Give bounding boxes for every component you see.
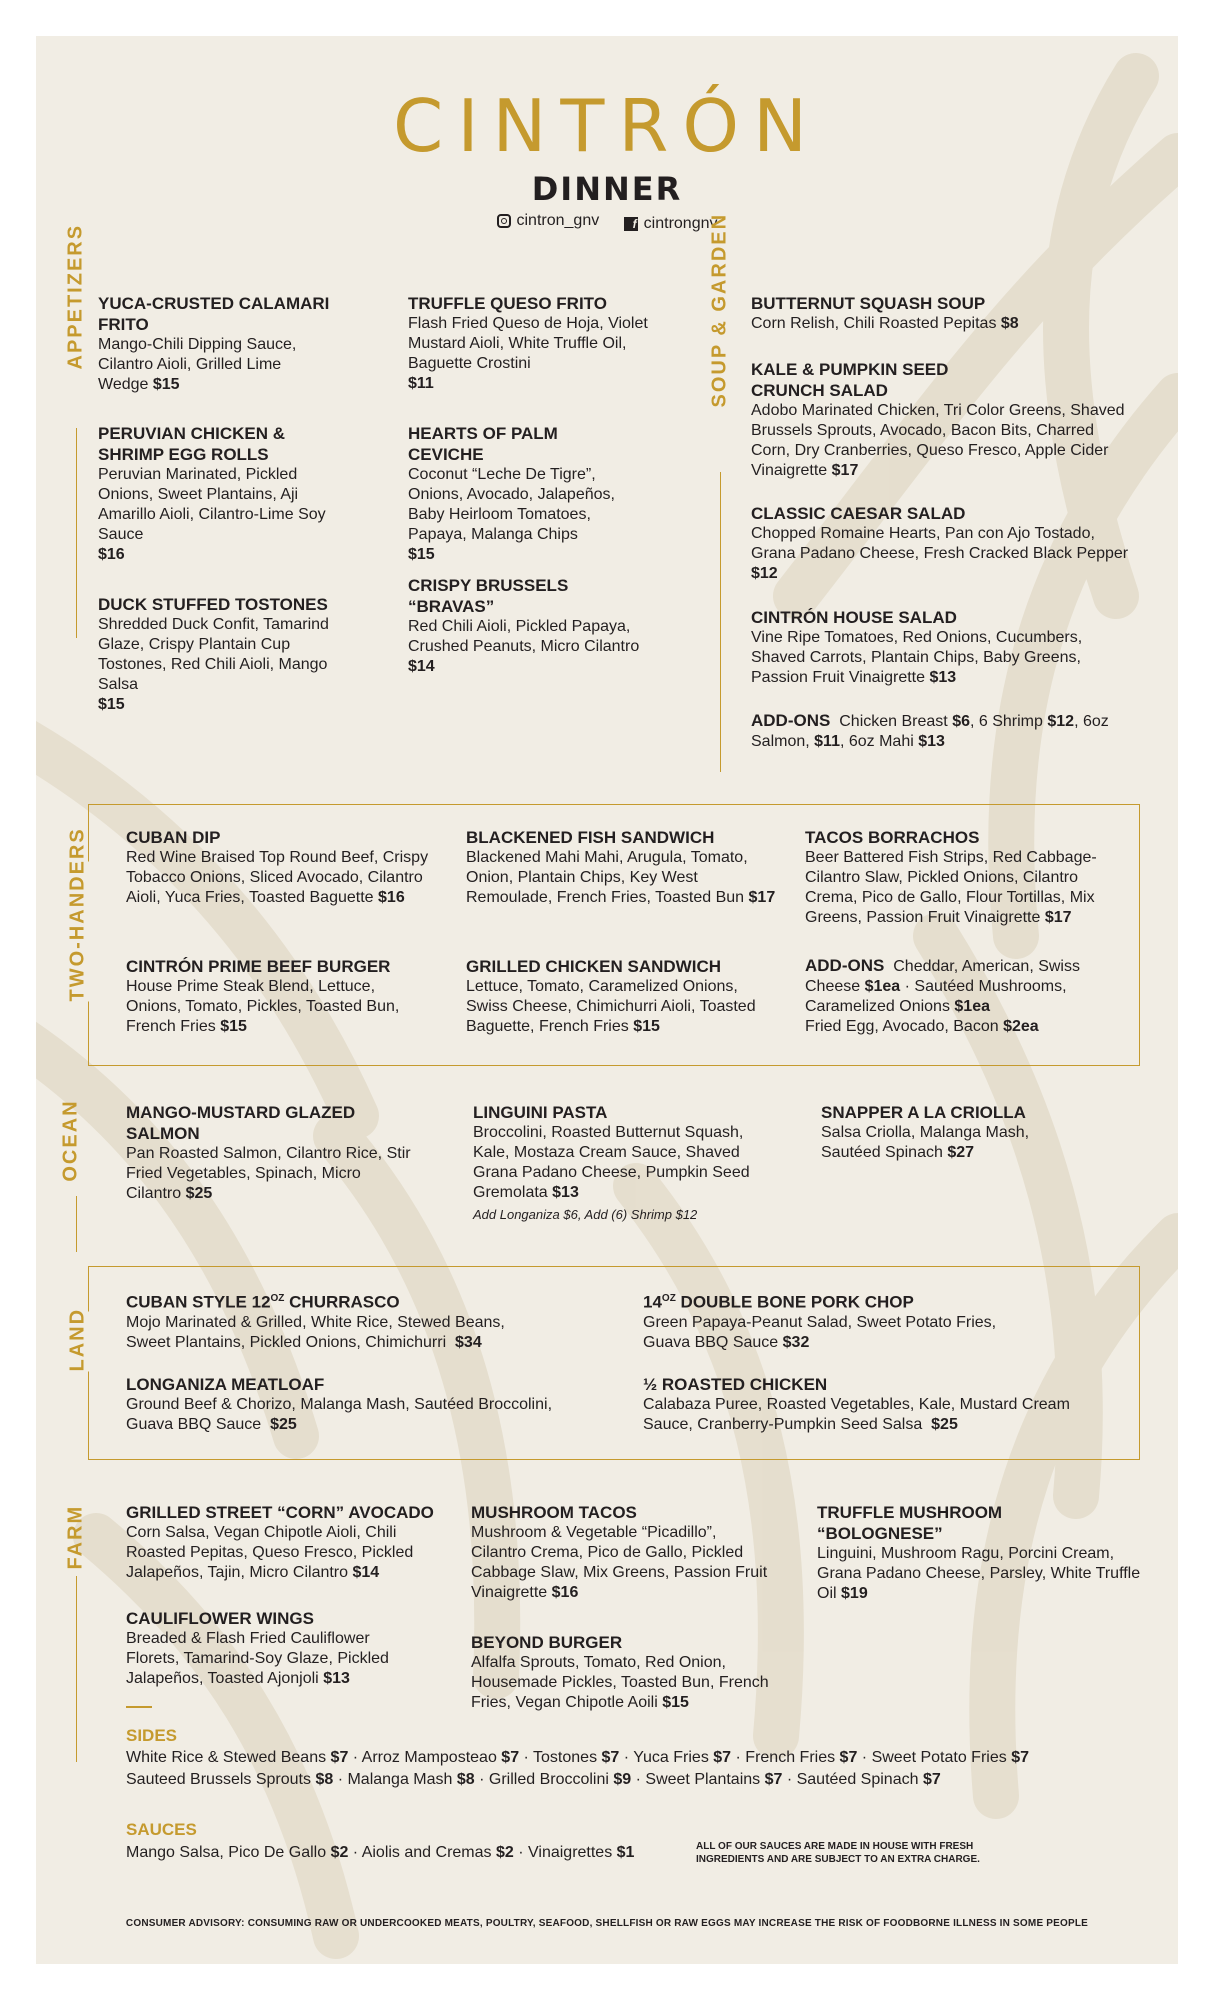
section-label-ocean: OCEAN	[59, 1099, 82, 1182]
item-description-text: Calabaza Puree, Roasted Vegetables, Kale, Mustard Cream Sauce, Cranberry-Pumpkin Seed Salsa	[643, 1396, 1070, 1433]
item-name: TRUFFLE MUSHROOM “BOLOGNESE”	[817, 1503, 1003, 1543]
side-name: · Yuca Fries	[619, 1749, 709, 1766]
menu-title: DINNER	[531, 170, 683, 208]
item-price: $34	[455, 1333, 482, 1351]
menu-item	[471, 1502, 771, 1603]
item-description	[751, 628, 1136, 688]
sauce-price: $2	[495, 1844, 514, 1861]
sauce-price: $2	[330, 1844, 349, 1861]
item-description-text: Mango-Chili Dipping Sauce, Cilantro Aioli, Grilled Lime Wedge	[98, 336, 297, 393]
item-description	[126, 848, 444, 908]
sauce-name: · Aiolis and Cremas	[348, 1844, 492, 1861]
section-rule	[76, 1576, 77, 1762]
social-handles	[36, 212, 1178, 233]
item-description-text: Shredded Duck Confit, Tamarind Glaze, Crispy Plantain Cup Tostones, Red Chili Aioli, Mango Salsa	[98, 616, 329, 693]
item-name: GRILLED STREET “CORN” AVOCADO	[126, 1503, 434, 1522]
item-price: $17	[748, 889, 776, 906]
addon-text: Chicken Breast	[839, 713, 948, 730]
item-name: CUBAN DIP	[126, 828, 221, 847]
menu-item	[126, 827, 444, 908]
menu-item	[751, 503, 1136, 584]
addon-text: Fried Egg, Avocado, Bacon	[805, 1018, 999, 1035]
side-name: · Arroz Mamposteao	[348, 1749, 497, 1766]
addon-price: $1ea	[954, 998, 990, 1015]
addon-text: , 6oz Salmon,	[751, 713, 1109, 750]
side-name: · Sautéed Spinach	[782, 1771, 919, 1788]
section-label-soup-garden: SOUP & GARDEN	[708, 212, 731, 408]
side-name: · French Fries	[731, 1749, 836, 1766]
item-description	[126, 1313, 546, 1353]
menu-item	[466, 956, 766, 1037]
facebook-handle: cintrongnv	[643, 215, 718, 232]
item-price: $8	[1000, 315, 1019, 332]
item-name: PERUVIAN CHICKEN & SHRIMP EGG ROLLS	[98, 424, 286, 464]
item-description	[408, 314, 666, 394]
menu-item	[471, 1632, 771, 1713]
section-rule	[76, 428, 77, 638]
side-name: · Malanga Mash	[333, 1771, 453, 1788]
item-name: BUTTERNUT SQUASH SOUP	[751, 294, 986, 313]
side-name: · Sweet Potato Fries	[857, 1749, 1007, 1766]
item-description-text: Red Wine Braised Top Round Beef, Crispy Tobacco Onions, Sliced Avocado, Cilantro Aioli, Yuca Fries, Toasted Baguette	[126, 849, 429, 906]
item-description-text: Linguini, Mushroom Ragu, Porcini Cream, Grana Padano Cheese, Parsley, White Truffle Oil	[817, 1545, 1141, 1602]
menu-item	[817, 1502, 1157, 1604]
item-name: TRUFFLE QUESO FRITO	[408, 294, 607, 313]
item-description-text: Mojo Marinated & Grilled, White Rice, Stewed Beans, Sweet Plantains, Pickled Onions, Chimichurri	[126, 1313, 505, 1351]
item-description	[126, 1144, 416, 1204]
item-description-text: Beer Battered Fish Strips, Red Cabbage-Cilantro Slaw, Pickled Onions, Cilantro Crema, Pico de Gallo, Flour Tortillas, Mix Greens, Passion Fruit Vinaigrette	[805, 849, 1097, 926]
side-price: $7	[713, 1749, 732, 1766]
section-label-farm: FARM	[64, 1504, 87, 1570]
item-price: $12	[751, 565, 778, 582]
addon-text: · Sautéed Mushrooms, Caramelized Onions	[805, 978, 1067, 1015]
item-description	[821, 1123, 1061, 1163]
item-description-text: Chopped Romaine Hearts, Pan con Ajo Tostado, Grana Padano Cheese, Fresh Cracked Black Pepper	[751, 525, 1129, 562]
addon-price: $2ea	[1003, 1018, 1039, 1035]
menu-item	[126, 1374, 586, 1435]
menu-item	[98, 423, 328, 565]
addon-price: $12	[1047, 713, 1075, 730]
item-description	[643, 1313, 1043, 1353]
item-price: $13	[323, 1670, 350, 1687]
menu-item	[98, 293, 330, 395]
side-name: White Rice & Stewed Beans	[126, 1749, 327, 1766]
menu-item	[126, 1502, 441, 1583]
menu-item	[643, 1374, 1103, 1435]
item-description-text: Red Chili Aioli, Pickled Papaya, Crushed Peanuts, Micro Cilantro	[408, 618, 640, 655]
item-price: $25	[185, 1185, 213, 1202]
item-name: ½ ROASTED CHICKEN	[643, 1375, 828, 1394]
item-description-text: Blackened Mahi Mahi, Arugula, Tomato, Onion, Plantain Chips, Key West Remoulade, French Fries, Toasted Bun	[466, 849, 748, 906]
item-description-text: Breaded & Flash Fried Cauliflower Florets, Tamarind-Soy Glaze, Pickled Jalapeños, Toasted Ajonjoli	[126, 1630, 389, 1687]
side-price: $7	[1011, 1749, 1029, 1766]
item-description	[408, 465, 638, 565]
item-description	[471, 1653, 771, 1713]
sauces-line	[126, 1842, 634, 1863]
menu-item	[126, 1288, 546, 1353]
item-description	[98, 615, 343, 715]
item-price: $32	[782, 1333, 810, 1351]
item-description	[466, 977, 766, 1037]
item-description-text: House Prime Steak Blend, Lettuce, Onions, Tomato, Pickles, Toasted Bun, French Fries	[126, 978, 400, 1035]
item-name: GRILLED CHICKEN SANDWICH	[466, 957, 721, 976]
menu-item	[408, 423, 638, 565]
item-name: CINTRÓN PRIME BEEF BURGER	[126, 957, 391, 976]
item-description-text: Mushroom & Vegetable “Picadillo”, Cilantro Crema, Pico de Gallo, Pickled Cabbage Slaw, Mix Greens, Passion Fruit Vinaigrette	[471, 1524, 768, 1601]
sauce-name: Mango Salsa, Pico De Gallo	[126, 1844, 327, 1861]
menu-item	[466, 827, 776, 908]
sauces-heading: SAUCES	[126, 1820, 197, 1839]
section-label-two-handers: TWO-HANDERS	[66, 827, 89, 1002]
menu-item	[473, 1102, 773, 1225]
item-description	[408, 617, 658, 677]
item-description	[126, 1523, 441, 1583]
item-name: MANGO-MUSTARD GLAZED SALMON	[126, 1103, 356, 1143]
item-name: BEYOND BURGER	[471, 1633, 623, 1652]
item-description-text: Ground Beef & Chorizo, Malanga Mash, Sautéed Broccolini, Guava BBQ Sauce	[126, 1396, 553, 1433]
item-price: $16	[378, 889, 405, 906]
item-price: $14	[352, 1564, 380, 1581]
item-name: CINTRÓN HOUSE SALAD	[751, 608, 957, 627]
consumer-advisory: CONSUMER ADVISORY: CONSUMING RAW OR UNDERCOOKED MEATS, POULTRY, SEAFOOD, SHELLFISH OR RAW EGGS MAY INCREASE THE RISK OF FOODBORNE ILLNESS IN SOME PEOPLE	[125, 1918, 1089, 1929]
item-description	[466, 848, 776, 908]
item-price: $15	[220, 1018, 247, 1035]
section-label-appetizers: APPETIZERS	[64, 223, 87, 370]
item-price: $16	[98, 546, 125, 563]
item-price: $15	[408, 546, 435, 563]
item-description	[805, 848, 1125, 928]
menu-item	[751, 607, 1136, 688]
side-price: $7	[601, 1749, 620, 1766]
menu-item	[751, 293, 1136, 334]
item-name: BLACKENED FISH SANDWICH	[466, 828, 715, 847]
item-name-superscript: OZ	[661, 1293, 676, 1304]
item-description-text: Corn Relish, Chili Roasted Pepitas	[751, 315, 997, 332]
side-name: · Tostones	[519, 1749, 598, 1766]
divider	[126, 1706, 152, 1708]
section-rule	[76, 1196, 77, 1252]
item-price: $15	[662, 1694, 689, 1711]
section-label-land: LAND	[66, 1307, 89, 1372]
item-description-text: Corn Salsa, Vegan Chipotle Aioli, Chili Roasted Pepitas, Queso Fresco, Pickled Jalapeños, Tajin, Micro Cilantro	[126, 1524, 414, 1581]
sauce-name: · Vinaigrettes	[513, 1844, 613, 1861]
item-description	[643, 1395, 1103, 1435]
side-price: $7	[764, 1771, 783, 1788]
item-price: $25	[931, 1416, 958, 1433]
item-description-text: Broccolini, Roasted Butternut Squash, Kale, Mostaza Cream Sauce, Shaved Grana Padano Cheese, Pumpkin Seed Gremolata	[473, 1124, 750, 1201]
item-description	[751, 524, 1136, 584]
item-description	[98, 465, 328, 565]
item-description-text: Adobo Marinated Chicken, Tri Color Greens, Shaved Brussels Sprouts, Avocado, Bacon Bits, Charred Corn, Dry Cranberries, Queso Fresco, Apple Cider Vinaigrette	[751, 402, 1125, 479]
menu-item	[821, 1102, 1061, 1163]
item-description	[471, 1523, 771, 1603]
addons-label: ADD-ONS	[751, 711, 831, 730]
sides-line	[126, 1747, 1029, 1768]
item-name: YUCA-CRUSTED CALAMARI FRITO	[98, 294, 330, 334]
item-description	[473, 1123, 773, 1203]
item-name: LONGANIZA MEATLOAF	[126, 1375, 325, 1394]
item-price: $19	[841, 1585, 868, 1602]
menu-item	[126, 1102, 416, 1204]
item-description	[98, 335, 330, 395]
two-handers-addons	[805, 956, 1115, 1037]
item-name: CAULIFLOWER WINGS	[126, 1609, 314, 1628]
side-price: $8	[456, 1771, 475, 1788]
item-name: CLASSIC CAESAR SALAD	[751, 504, 966, 523]
item-description-text: Vine Ripe Tomatoes, Red Onions, Cucumbers, Shaved Carrots, Plantain Chips, Baby Greens, Passion Fruit Vinaigrette	[751, 629, 1083, 686]
menu-item	[98, 594, 343, 715]
side-price: $7	[330, 1749, 349, 1766]
item-description	[751, 401, 1136, 481]
side-price: $8	[315, 1771, 334, 1788]
item-price: $11	[408, 375, 434, 392]
item-description-text: Salsa Criolla, Malanga Mash, Sautéed Spinach	[821, 1124, 1030, 1161]
side-price: $7	[501, 1749, 520, 1766]
item-price: $15	[633, 1018, 660, 1035]
instagram-handle: cintron_gnv	[516, 212, 600, 229]
facebook-link[interactable]	[624, 215, 718, 233]
item-description-text: Peruvian Marinated, Pickled Onions, Sweet Plantains, Aji Amarillo Aioli, Cilantro-Lime Soy Sauce	[98, 466, 326, 543]
section-rule	[720, 472, 721, 772]
facebook-icon: f	[624, 217, 638, 231]
menu-item	[643, 1288, 1043, 1353]
addon-price: $1ea	[864, 978, 901, 995]
item-description	[126, 1395, 586, 1435]
side-name: Sauteed Brussels Sprouts	[126, 1771, 311, 1788]
item-name: DUCK STUFFED TOSTONES	[98, 595, 328, 614]
menu-item	[751, 359, 1136, 481]
item-price: $13	[929, 669, 957, 686]
item-price: $16	[551, 1584, 579, 1601]
addon-text: , 6oz Mahi	[839, 733, 914, 750]
side-price: $7	[839, 1749, 858, 1766]
item-name-text: CUBAN STYLE 12	[126, 1292, 271, 1312]
item-price: $17	[831, 462, 859, 479]
item-price: $27	[947, 1144, 975, 1161]
menu-page	[36, 36, 1178, 1964]
item-description-text: Green Papaya-Peanut Salad, Sweet Potato Fries, Guava BBQ Sauce	[643, 1313, 997, 1351]
sides-line	[126, 1769, 941, 1790]
addon-price: $11	[814, 733, 840, 750]
item-note: Add Longaniza $6, Add (6) Shrimp $12	[473, 1207, 698, 1222]
item-name-text: CHURRASCO	[284, 1292, 400, 1312]
side-name: · Grilled Broccolini	[474, 1771, 609, 1788]
item-description-text: Coconut “Leche De Tigre”, Onions, Avocado, Jalapeños, Baby Heirloom Tomatoes, Papaya, Malanga Chips	[408, 466, 615, 543]
addon-text: , 6 Shrimp	[969, 713, 1043, 730]
item-name-text: DOUBLE BONE PORK CHOP	[675, 1292, 914, 1312]
sauce-price: $1	[616, 1844, 635, 1861]
instagram-icon	[497, 214, 511, 228]
sauces-note: ALL OF OUR SAUCES ARE MADE IN HOUSE WITH FRESH INGREDIENTS AND ARE SUBJECT TO AN EXTRA CHARGE.	[696, 1841, 980, 1865]
item-name: KALE & PUMPKIN SEED CRUNCH SALAD	[751, 360, 949, 400]
item-name: LINGUINI PASTA	[473, 1103, 608, 1122]
item-description	[817, 1544, 1157, 1604]
addon-price: $13	[918, 733, 945, 750]
item-price: $17	[1044, 909, 1072, 926]
item-description-text: Pan Roasted Salmon, Cilantro Rice, Stir Fried Vegetables, Spinach, Micro Cilantro	[126, 1145, 411, 1202]
item-name: MUSHROOM TACOS	[471, 1503, 637, 1522]
side-price: $9	[613, 1771, 632, 1788]
item-price: $13	[552, 1184, 579, 1201]
item-description-text: Lettuce, Tomato, Caramelized Onions, Swiss Cheese, Chimichurri Aioli, Toasted Baguette, French Fries	[466, 978, 756, 1035]
item-description	[126, 977, 424, 1037]
instagram-link[interactable]	[497, 212, 600, 230]
menu-item	[408, 293, 666, 394]
side-price: $7	[922, 1771, 941, 1788]
item-price: $15	[98, 696, 125, 713]
soup-garden-addons	[751, 711, 1136, 752]
addons-label: ADD-ONS	[805, 956, 885, 975]
side-name: · Sweet Plantains	[631, 1771, 761, 1788]
menu-item	[408, 575, 658, 677]
item-name-superscript: OZ	[270, 1293, 285, 1304]
item-description-text: Alfalfa Sprouts, Tomato, Red Onion, Housemade Pickles, Toasted Bun, French Fries, Vegan Chipotle Aoili	[471, 1654, 769, 1711]
item-name: CRISPY BRUSSELS “BRAVAS”	[408, 576, 569, 616]
menu-item	[805, 827, 1125, 928]
item-name-text: 14	[643, 1292, 662, 1312]
item-name	[643, 1288, 1043, 1313]
item-description-text: Flash Fried Queso de Hoja, Violet Mustard Aioli, White Truffle Oil, Baguette Crostini	[408, 315, 648, 372]
item-description	[751, 314, 1136, 334]
item-name: SNAPPER A LA CRIOLLA	[821, 1103, 1026, 1122]
menu-item	[126, 956, 424, 1037]
item-price: $25	[270, 1416, 297, 1433]
addon-text: Cheddar, American, Swiss Cheese	[805, 958, 1080, 995]
item-price: $15	[152, 376, 180, 393]
item-price: $14	[408, 658, 435, 675]
menu-item	[126, 1608, 416, 1689]
brand-logo: CINTRÓN	[393, 84, 821, 168]
sides-heading: SIDES	[126, 1726, 178, 1745]
addon-price: $6	[952, 713, 970, 730]
item-name: TACOS BORRACHOS	[805, 828, 980, 847]
item-name	[126, 1288, 546, 1313]
item-name: HEARTS OF PALM CEVICHE	[408, 424, 558, 464]
item-description	[126, 1629, 416, 1689]
